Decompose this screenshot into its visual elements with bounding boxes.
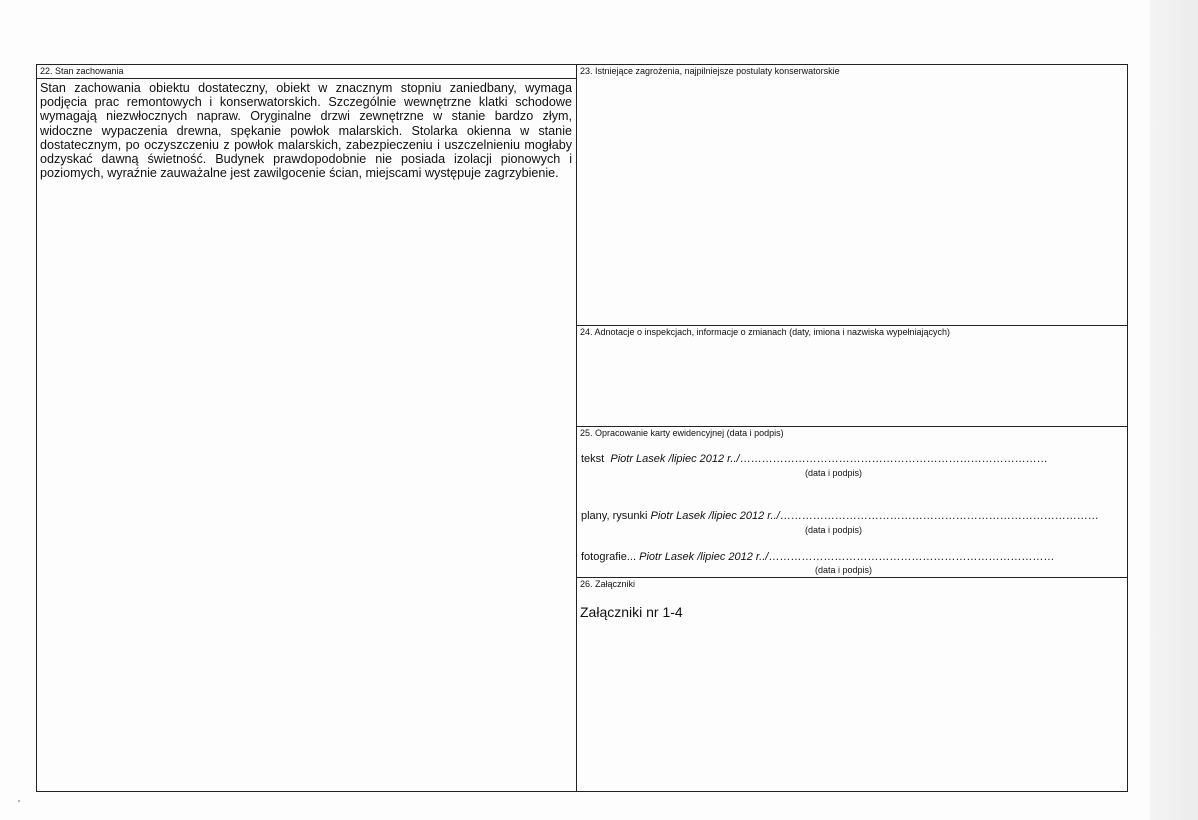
prep-row-plans — [581, 510, 1099, 523]
prep-row-dots: …………………………………………………………………… — [768, 551, 1055, 563]
scan-edge — [1150, 0, 1198, 820]
prep-row-prefix: tekst — [581, 453, 605, 465]
prep-row-sublabel: (data i podpis) — [815, 565, 873, 575]
section-22-label: 22. Stan zachowania — [37, 65, 576, 79]
section-26-value: Załączniki nr 1-4 — [580, 604, 683, 620]
section-23-label: 23. Istniejące zagrożenia, najpilniejsze postulaty konserwatorskie — [580, 66, 840, 76]
prep-row-sublabel: (data i podpis) — [805, 468, 863, 478]
section-22 — [37, 65, 577, 791]
prep-row-prefix: plany, rysunki — [581, 510, 648, 522]
scan-speck — [18, 800, 20, 802]
prep-row-value: Piotr Lasek /lipiec 2012 r../ — [610, 453, 740, 465]
section-22-text: Stan zachowania obiektu dostateczny, obiekt w znacznym stopniu zaniedbany, wymaga podjęcia prac remontowych i konserwatorskich. Szczególnie wewnętrzne klatki schodowe wymagają niezwłocznych napraw. Oryginalne drzwi zewnętrzne w stanie bardzo złym, widoczne wypaczenia drewna, spękanie powłok malarskich. Stolarka okienna w stanie dostatecznym, po oczyszczeniu z powłok malarskich, zabezpieczeniu i uszczelnieniu mogłaby odzyskać dawną świetność. Budynek prawdopodobnie nie posiada izolacji pionowych i poziomych, wyraźnie zauważalne jest zawilgocenie ścian, miejscami występuje zagrzybienie. — [40, 81, 572, 181]
prep-row-dots: ………………………………………………………………………… — [739, 453, 1048, 465]
section-26-label: 26. Załączniki — [580, 579, 636, 589]
prep-row-dots: …………………………………………………………………………… — [779, 510, 1099, 522]
form-frame — [36, 64, 1128, 792]
prep-row-prefix: fotografie... — [581, 551, 637, 563]
prep-row-photos — [581, 551, 1054, 564]
prep-row-value: Piotr Lasek /lipiec 2012 r../ — [639, 551, 769, 563]
section-25 — [577, 426, 1127, 577]
section-25-label: 25. Opracowanie karty ewidencyjnej (data i podpis) — [580, 428, 784, 438]
section-24 — [577, 325, 1127, 426]
section-24-label: 24. Adnotacje o inspekcjach, informacje o zmianach (daty, imiona i nazwiska wypełniających) — [580, 327, 951, 337]
right-column — [577, 65, 1127, 791]
section-23 — [577, 65, 1127, 325]
section-26 — [577, 577, 1127, 791]
prep-row-value: Piotr Lasek /lipiec 2012 r../ — [650, 510, 780, 522]
prep-row-text — [581, 453, 1048, 466]
prep-row-sublabel: (data i podpis) — [805, 525, 863, 535]
